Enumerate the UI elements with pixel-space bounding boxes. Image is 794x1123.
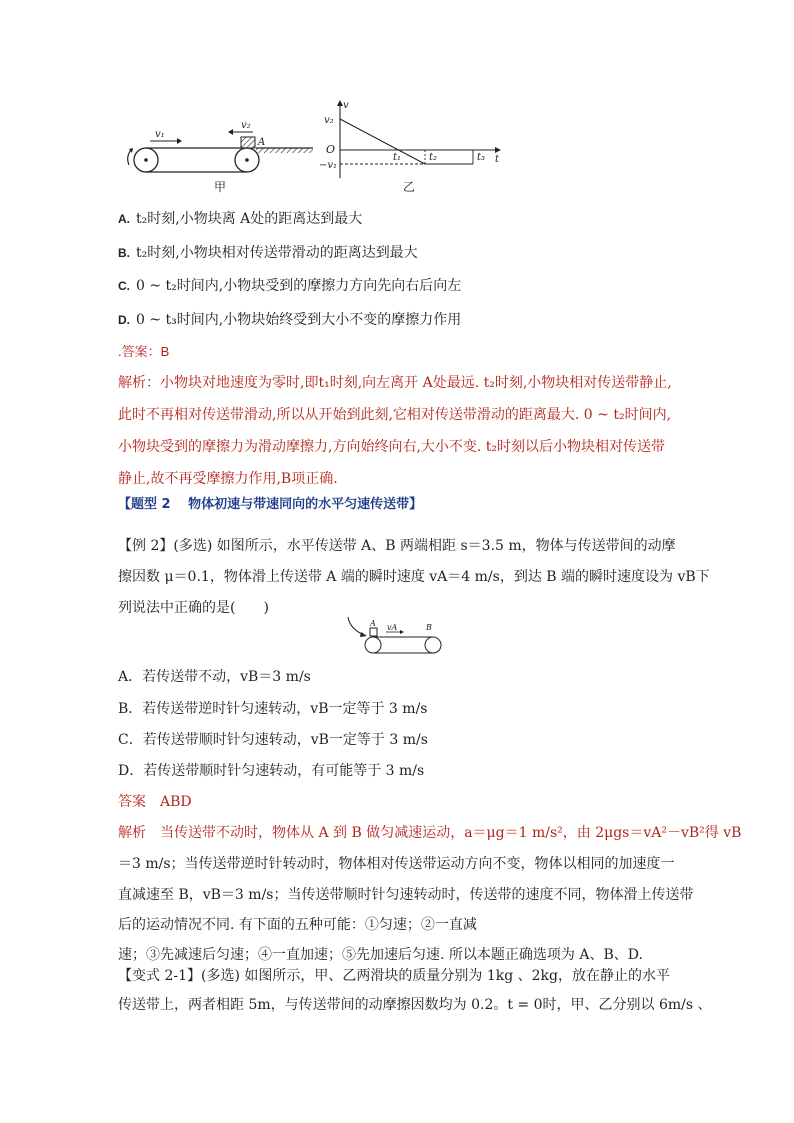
var21-stem-line: 传送带上，两者相距 5m，与传送带间的动摩擦因数均为 0.2。t = 0时，甲、乙分别以 6m/s 、 [118,997,712,1013]
q1-analysis-line: 小物块受到的摩擦力为滑动摩擦力,方向始终向右,大小不变. t₂时刻以后小物块相对传送带 [118,439,666,455]
fig2-caption: 乙 [403,180,416,194]
ex2-answer: 答案 ABD [118,794,192,810]
ex2-option-b: B．若传送带逆时针匀速转动，vB一定等于 3 m/s [118,701,428,717]
ex2-option-a: A．若传送带不动，vB＝3 m/s [118,669,311,685]
fig1-v2-label: v₂ [241,120,251,131]
option-letter: B. [118,246,130,260]
ex2-belt-figure [342,613,447,658]
fig2-negv1-label: −v₁ [319,160,338,171]
ex2-option-d: D．若传送带顺时针匀速转动，有可能等于 3 m/s [118,763,425,779]
section-title: 【题型 2 物体初速与带速同向的水平匀速传送带】 [118,497,423,512]
option-text: t₂时刻,小物块离 A处的距离达到最大 [136,211,363,227]
ex2-analysis-line: 后的运动情况不同. 有下面的五种可能：①匀速；②一直减 [118,917,477,933]
fig2-O-label: O [326,143,336,156]
var21-stem-line: 【变式 2-1】(多选) 如图所示，甲、乙两滑块的质量分别为 1kg 、2kg，放在静止的水平 [118,968,670,984]
ex2-fig-vA-label: vA [387,623,398,632]
ex2-fig-A-label: A [370,619,376,628]
q1-option-c [118,277,461,295]
option-text: 0 ~ t₃时间内,小物块始终受到大小不变的摩擦力作用 [136,312,462,328]
fig1-caption: 甲 [214,180,227,194]
option-text: t₂时刻,小物块相对传送带滑动的距离达到最大 [136,245,418,261]
q1-option-d [118,311,461,329]
figure-jia [115,115,338,195]
ex2-option-c: C．若传送带顺时针匀速转动，vB一定等于 3 m/s [118,732,428,748]
ex2-analysis-line: 解析 当传送带不动时，物体从 A 到 B 做匀减速运动，a＝μg＝1 m/s²，由 2μgs＝vA²－vB²得 vB [118,825,742,841]
option-letter: C. [118,279,130,293]
ex2-analysis-line: 直减速至 B，vB＝3 m/s；当传送带顺时针匀速转动时，传送带的速度不同，物体滑上传送带 [118,887,694,903]
fig2-t3-label: t₃ [477,152,486,163]
ex2-analysis-line: 速；③先减速后匀速；④一直加速；⑤先加速后匀速. 所以本题正确选项为 A、B、D. [118,947,643,963]
ex2-fig-B-label: B [426,623,432,632]
q1-analysis-line: 静止,故不再受摩擦力作用,B项正确. [118,471,338,487]
fig2-t2-label: t₂ [429,152,438,163]
option-letter: D. [118,313,130,327]
figure-yi-vt-graph [315,98,505,196]
fig2-t-label: t [495,154,500,165]
ex2-stem-line: 【例 2】(多选) 如图所示，水平传送带 A、B 两端相距 s＝3.5 m，物体与传送带间的动摩 [118,538,676,554]
ex2-stem-line: 列说法中正确的是( ) [118,600,269,616]
fig1-v1-label: v₁ [155,129,165,140]
option-letter: A. [118,212,130,226]
option-text: 0 ~ t₂时间内,小物块受到的摩擦力方向先向右后向左 [136,278,462,294]
fig1-A-label: A [258,137,266,148]
fig2-t1-label: t₁ [393,152,402,163]
q1-analysis-line: 此时不再相对传送带滑动,所以从开始到此刻,它相对传送带滑动的距离最大. 0 ~ t₂时间内, [118,407,672,423]
q1-option-b [118,244,418,262]
ex2-stem-line: 擦因数 μ＝0.1，物体滑上传送带 A 端的瞬时速度 vA＝4 m/s，到达 B 端的瞬时速度设为 vB下 [118,569,710,585]
q1-answer: .答案：B [118,344,170,359]
fig2-v2-label: v₂ [324,115,334,126]
ex2-analysis-line: ＝3 m/s；当传送带逆时针转动时，物体相对传送带运动方向不变，物体以相同的加速度一 [118,856,675,872]
q1-analysis-line: 解析：小物块对地速度为零时,即t₁时刻,向左离开 A处最远. t₂时刻,小物块相对传送带静止, [118,375,672,391]
q1-option-a [118,210,362,228]
fig2-v-label: v [343,100,349,111]
